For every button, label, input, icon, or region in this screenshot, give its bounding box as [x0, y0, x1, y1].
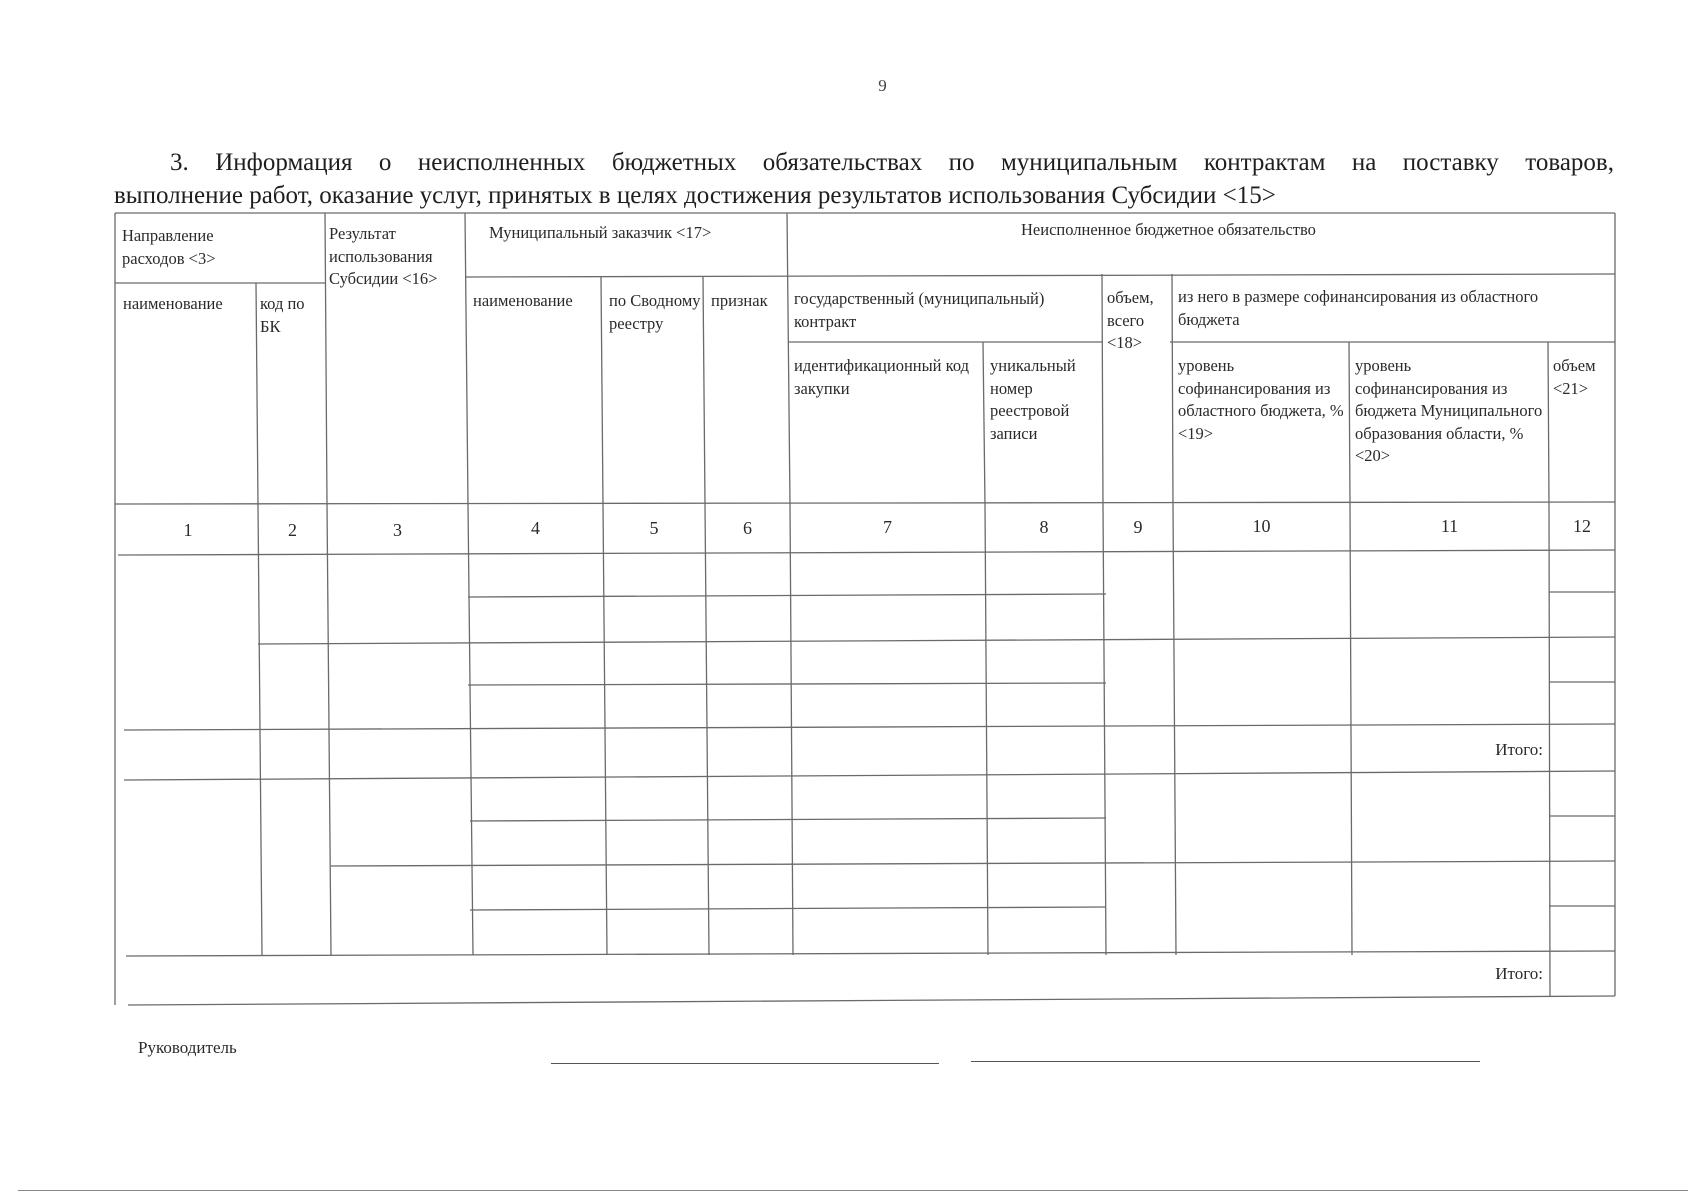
grid-line [601, 277, 603, 505]
header-summary-registry: по Сводному реестру [609, 291, 701, 333]
grid-line [790, 505, 793, 955]
header-customer: Муниципальный заказчик <17> [489, 223, 712, 242]
grid-line [1350, 505, 1352, 955]
header-result: Результат использования Субсидии <16> [329, 224, 438, 288]
page-number: 9 [878, 76, 887, 95]
grid-line [115, 502, 1615, 504]
grid-line [985, 505, 988, 955]
column-number: 10 [1252, 516, 1271, 536]
grid-line [1548, 342, 1549, 505]
grid-line [124, 771, 1615, 780]
grid-line [331, 861, 1615, 866]
grid-line [1549, 505, 1550, 996]
column-number: 3 [393, 520, 402, 540]
grid-line [128, 996, 1615, 1005]
grid-line [468, 505, 473, 955]
header-name: наименование [123, 294, 223, 313]
column-number: 11 [1440, 516, 1459, 536]
grid-line [124, 724, 1615, 730]
header-regional-level: уровень софинансирования из областного бюджета, % <19> [1178, 356, 1344, 443]
header-total-volume: объем, всего <18> [1107, 288, 1154, 352]
grid-line [325, 213, 327, 505]
grid-line [468, 683, 1106, 685]
signer-label: Руководитель [138, 1038, 237, 1057]
grid-line [1173, 505, 1176, 955]
grid-line [118, 550, 1615, 555]
grid-line [468, 594, 1106, 597]
header-registry-number: уникальный номер реестровой записи [990, 356, 1076, 443]
heading-line-2: выполнение работ, оказание услуг, принятых в целях достижения результатов использования Субсидии <15> [114, 182, 1276, 209]
signature-line [971, 1061, 1480, 1062]
header-volume-21: объем <21> [1553, 356, 1596, 398]
grid-line [1349, 342, 1350, 505]
total-label: Итого: [1495, 740, 1543, 759]
grid-line [603, 505, 607, 955]
column-number: 12 [1573, 516, 1591, 536]
header-customer-name: наименование [473, 291, 573, 310]
header-municipal-level: уровень софинансирования из бюджета Муниципального образования области, % <20> [1355, 356, 1543, 465]
header-cofinancing: из него в размере софинансирования из областного бюджета [1178, 287, 1539, 329]
grid-line [470, 818, 1106, 821]
column-number: 6 [743, 518, 752, 538]
grid-line [1172, 274, 1173, 505]
bottom-rule [18, 1190, 1688, 1191]
grid-line [983, 342, 985, 505]
grid-line [256, 283, 258, 505]
header-purchase-code: идентификационный код закупки [794, 356, 969, 398]
column-number: 8 [1039, 517, 1049, 537]
header-obligation: Неисполненное бюджетное обязательство [1021, 220, 1316, 239]
total-label: Итого: [1495, 964, 1543, 983]
header-bk-code: код по БК [260, 294, 305, 336]
grid-line [327, 505, 331, 955]
heading-line-1: 3. Информация о неисполненных бюджетных обязательствах по муниципальным контрактам на поставку товаров, [170, 149, 1614, 176]
header-direction: Направление расходов <3> [122, 226, 216, 268]
column-number: 2 [288, 520, 297, 540]
grid-line [465, 274, 1615, 277]
header-contract: государственный (муниципальный) контракт [794, 289, 1045, 331]
column-number: 4 [531, 518, 540, 538]
grid-line [1102, 274, 1103, 505]
grid-line [465, 213, 468, 505]
grid-line [258, 637, 1615, 644]
grid-line [1103, 505, 1106, 955]
grid-line [705, 505, 709, 955]
grid-line [126, 951, 1615, 956]
grid-line [787, 213, 790, 505]
grid-line [470, 907, 1106, 910]
column-number: 7 [883, 517, 892, 537]
column-number: 1 [183, 520, 193, 540]
column-number: 5 [649, 518, 659, 538]
column-number: 9 [1133, 517, 1143, 537]
signature-line [551, 1063, 939, 1064]
header-attribute: признак [711, 291, 768, 310]
